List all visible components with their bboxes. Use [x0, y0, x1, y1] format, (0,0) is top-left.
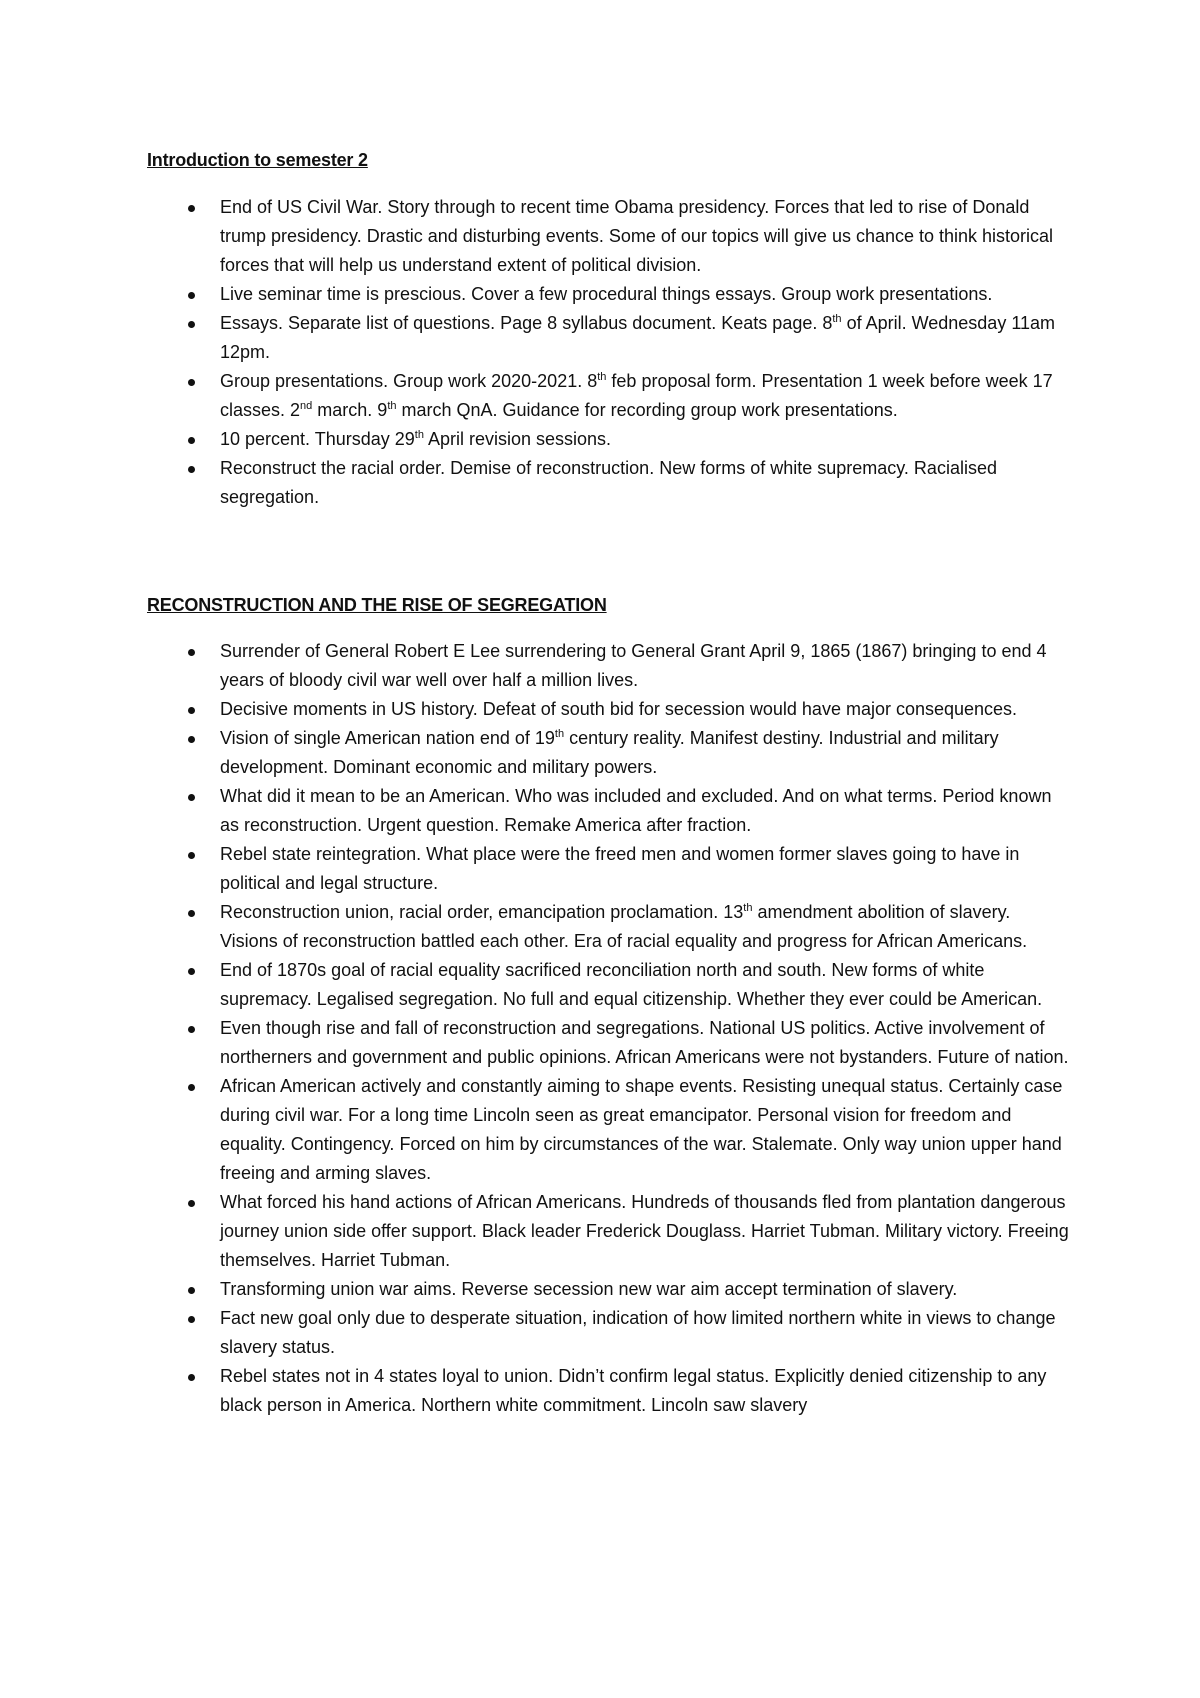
- list-item: [0, 309, 1070, 367]
- list-item-text: Decisive moments in US history. Defeat of south bid for secession would have major consequences.: [220, 699, 1018, 719]
- list-item-text: Reconstruction union, racial order, emancipation proclamation. 13: [220, 902, 744, 922]
- list-item-text: 10 percent. Thursday 29: [220, 429, 415, 449]
- list-item-text: End of 1870s goal of racial equality sacrificed reconciliation north and south. New forms of white supremacy. Legalised segregation. No full and equal citizenship. Whether they ever could be American.: [220, 960, 1043, 1009]
- bullet-dot-icon: [188, 437, 195, 444]
- list-item-text: march. 9: [312, 400, 388, 420]
- bullet-dot-icon: [188, 968, 195, 975]
- bullet-dot-icon: [188, 649, 195, 656]
- bullet-dot-icon: [188, 1026, 195, 1033]
- bullet-dot-icon: [188, 736, 195, 743]
- bullet-dot-icon: [188, 794, 195, 801]
- bullet-dot-icon: [188, 292, 195, 299]
- ordinal-suffix: th: [387, 400, 397, 412]
- section-heading-reconstruction: RECONSTRUCTION AND THE RISE OF SEGREGATION: [147, 595, 607, 615]
- list-item-text: Vision of single American nation end of 19: [220, 728, 555, 748]
- list-item: [0, 1072, 1070, 1188]
- bullet-dot-icon: [188, 466, 195, 473]
- list-item-text: End of US Civil War. Story through to recent time Obama presidency. Forces that led to rise of Donald trump presidency. Drastic and disturbing events. Some of our topics will give us chance to think historical forces that will help us understand extent of political division.: [220, 197, 1054, 275]
- list-item-text: amendment abolition of slavery. Visions of reconstruction battled each other. Era of racial equality and progress for African Americans.: [220, 902, 1028, 951]
- list-item: [0, 367, 1070, 425]
- bullet-dot-icon: [188, 910, 195, 917]
- bullet-dot-icon: [188, 205, 195, 212]
- list-item: [0, 193, 1070, 280]
- bullet-dot-icon: [188, 321, 195, 328]
- ordinal-suffix: th: [597, 371, 607, 383]
- reconstruction-bullet-list: [0, 637, 1200, 1420]
- list-item: [0, 1304, 1070, 1362]
- bullet-dot-icon: [188, 1200, 195, 1207]
- list-item: [0, 956, 1070, 1014]
- list-item: [0, 782, 1070, 840]
- list-item: [0, 637, 1070, 695]
- list-item-text: century reality. Manifest destiny. Industrial and military development. Dominant economic and military powers.: [220, 728, 999, 777]
- list-item: [0, 425, 1070, 454]
- list-item-text: Transforming union war aims. Reverse secession new war aim accept termination of slavery.: [220, 1279, 958, 1299]
- list-item: [0, 1188, 1070, 1275]
- list-item-text: feb proposal form. Presentation 1 week before week 17 classes. 2: [220, 371, 1053, 420]
- bullet-dot-icon: [188, 1084, 195, 1091]
- list-item: [0, 1362, 1070, 1420]
- list-item-text: Group presentations. Group work 2020-2021. 8: [220, 371, 598, 391]
- ordinal-suffix: th: [554, 728, 565, 740]
- bullet-dot-icon: [188, 379, 195, 386]
- section-heading-intro: Introduction to semester 2: [147, 150, 368, 170]
- bullet-dot-icon: [188, 1287, 195, 1294]
- list-item: [0, 898, 1070, 956]
- list-item-text: Fact new goal only due to desperate situation, indication of how limited northern white in views to change slavery status.: [220, 1308, 1056, 1357]
- list-item: [0, 840, 1070, 898]
- ordinal-suffix: th: [414, 429, 424, 441]
- list-item-text: Reconstruct the racial order. Demise of reconstruction. New forms of white supremacy. Racialised segregation.: [220, 458, 997, 507]
- list-item: [0, 280, 1070, 309]
- list-item: [0, 695, 1070, 724]
- intro-bullet-list: [0, 193, 1200, 512]
- list-item-text: Even though rise and fall of reconstruction and segregations. National US politics. Active involvement of northerners and government and public opinions. African Americans were not bystanders. Future of nation.: [220, 1018, 1069, 1067]
- list-item-text: of April. Wednesday 11am 12pm.: [220, 313, 1056, 362]
- list-item-text: Essays. Separate list of questions. Page 8 syllabus document. Keats page. 8: [220, 313, 833, 333]
- ordinal-suffix: th: [743, 902, 753, 914]
- list-item-text: Live seminar time is prescious. Cover a few procedural things essays. Group work presentations.: [220, 284, 993, 304]
- ordinal-suffix: th: [832, 313, 842, 325]
- bullet-dot-icon: [188, 852, 195, 859]
- list-item-text: April revision sessions.: [423, 429, 612, 449]
- list-item-text: Surrender of General Robert E Lee surrendering to General Grant April 9, 1865 (1867) bringing to end 4 years of bloody civil war well over half a million lives.: [220, 641, 1047, 690]
- bullet-dot-icon: [188, 1374, 195, 1381]
- list-item-text: Rebel state reintegration. What place were the freed men and women former slaves going to have in political and legal structure.: [220, 844, 1020, 893]
- list-item-text: march QnA. Guidance for recording group work presentations.: [396, 400, 898, 420]
- list-item-text: What forced his hand actions of African Americans. Hundreds of thousands fled from plantation dangerous journey union side offer support. Black leader Frederick Douglass. Harriet Tubman. Military victory. Freeing themselves. Harriet Tubman.: [220, 1192, 1069, 1270]
- list-item: [0, 454, 1070, 512]
- ordinal-suffix: nd: [300, 400, 313, 412]
- list-item-text: African American actively and constantly aiming to shape events. Resisting unequal status. Certainly case during civil war. For a long time Lincoln seen as great emancipator. Personal vision for freedom and equality. Contingency. Forced on him by circumstances of the war. Stalemate. Only way union upper hand freeing and arming slaves.: [220, 1076, 1063, 1183]
- list-item-text: Rebel states not in 4 states loyal to union. Didn’t confirm legal status. Explicitly denied citizenship to any black person in America. Northern white commitment. Lincoln saw slavery: [220, 1366, 1047, 1415]
- list-item-text: What did it mean to be an American. Who was included and excluded. And on what terms. Period known as reconstruction. Urgent question. Remake America after fraction.: [220, 786, 1052, 835]
- list-item: [0, 724, 1070, 782]
- list-item: [0, 1275, 1070, 1304]
- bullet-dot-icon: [188, 707, 195, 714]
- list-item: [0, 1014, 1070, 1072]
- bullet-dot-icon: [188, 1316, 195, 1323]
